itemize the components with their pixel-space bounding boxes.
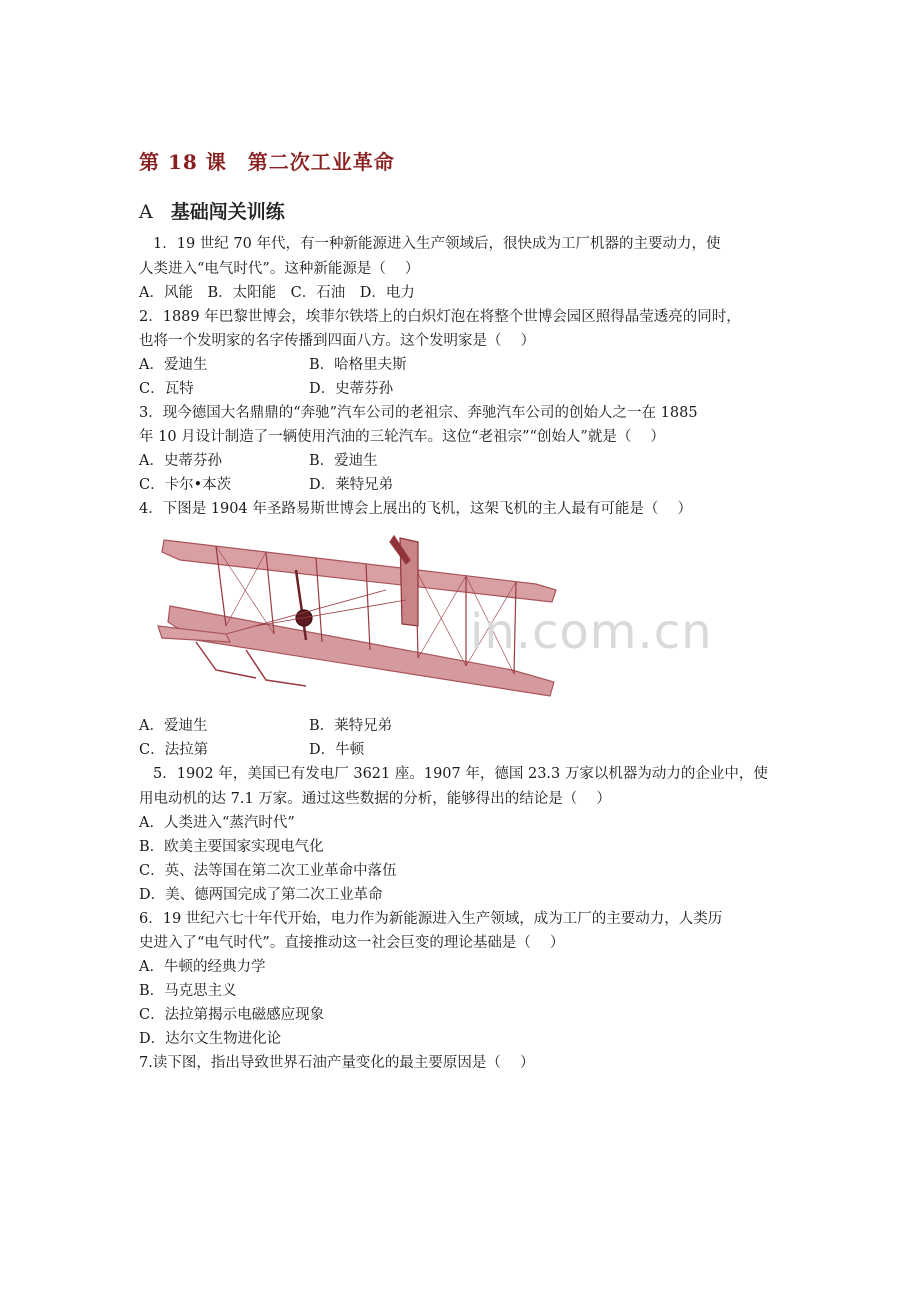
q6-line2: 史进入了“电气时代”。直接推动这一社会巨变的理论基础是（ ） [139, 935, 565, 951]
q3-option-c: C．卡尔•本茨 [139, 477, 232, 493]
q4-option-d: D．牛顿 [309, 742, 365, 758]
section-heading [139, 197, 285, 224]
q2-option-c: C．瓦特 [139, 381, 194, 397]
q6-option-d: D．达尔文生物进化论 [139, 1031, 282, 1047]
q4-option-a: A．爱迪生 [139, 718, 208, 734]
q3-option-a: A．史蒂芬孙 [139, 453, 222, 469]
q4-option-c: C．法拉第 [139, 742, 209, 758]
q2-option-d: D．史蒂芬孙 [309, 381, 394, 397]
q5-option-c: C．英、法等国在第二次工业革命中落伍 [139, 863, 397, 879]
q6-option-c: C．法拉第揭示电磁感应现象 [139, 1007, 325, 1023]
q3-line1: 3．现今德国大名鼎鼎的“奔驰”汽车公司的老祖宗、奔驰汽车公司的创始人之一在 1885 [139, 405, 698, 421]
q2-option-a: A．爱迪生 [139, 357, 208, 373]
q5-line2: 用电动机的达 7.1 万家。通过这些数据的分析，能够得出的结论是（ ） [139, 791, 611, 807]
q3-line2: 年 10 月设计制造了一辆使用汽油的三轮汽车。这位“老祖宗”“创始人”就是（ ） [139, 429, 665, 445]
q7-line1: 7.读下图，指出导致世界石油产量变化的最主要原因是（ ） [139, 1055, 535, 1071]
q4-option-b: B．莱特兄弟 [309, 718, 393, 734]
q1-line2: 人类进入“电气时代”。这种新能源是（ ） [139, 261, 420, 277]
q2-line2: 也将一个发明家的名字传播到四面八方。这个发明家是（ ） [139, 333, 536, 349]
q5-option-b: B．欧美主要国家实现电气化 [139, 839, 324, 855]
q4-line1: 4．下图是 1904 年圣路易斯世博会上展出的飞机，这架飞机的主人最有可能是（ ） [139, 501, 692, 517]
section-label: 基础闯关训练 [170, 201, 285, 223]
q3-option-d: D．莱特兄弟 [309, 477, 394, 493]
lesson-title: 第 18 课 第二次工业革命 [139, 150, 395, 174]
q5-option-a: A．人类进入“蒸汽时代” [139, 815, 295, 831]
q2-option-b: B．哈格里夫斯 [309, 357, 407, 373]
q6-option-b: B．马克思主义 [139, 983, 237, 999]
q6-option-a: A．牛顿的经典力学 [139, 959, 266, 975]
q1-line1: 1．19 世纪 70 年代，有一种新能源进入生产领域后，很快成为工厂机器的主要动力，使 [153, 236, 721, 252]
q3-option-b: B．爱迪生 [309, 453, 378, 469]
q1-options: A．风能 B．太阳能 C．石油 D．电力 [139, 285, 415, 301]
q2-line1: 2．1889 年巴黎世博会，埃菲尔铁塔上的白炽灯泡在将整个世博会园区照得晶莹透亮的同时， [139, 309, 741, 325]
q5-line1: 5．1902 年，美国已有发电厂 3621 座。1907 年，德国 23.3 万家以机器为动力的企业中，使 [153, 766, 768, 782]
q6-line1: 6．19 世纪六七十年代开始，电力作为新能源进入生产领域，成为工厂的主要动力，人类历 [139, 911, 723, 927]
q5-option-d: D．美、德两国完成了第二次工业革命 [139, 887, 383, 903]
section-letter: A [139, 201, 153, 223]
watermark-text: in.com.cn [470, 604, 713, 660]
